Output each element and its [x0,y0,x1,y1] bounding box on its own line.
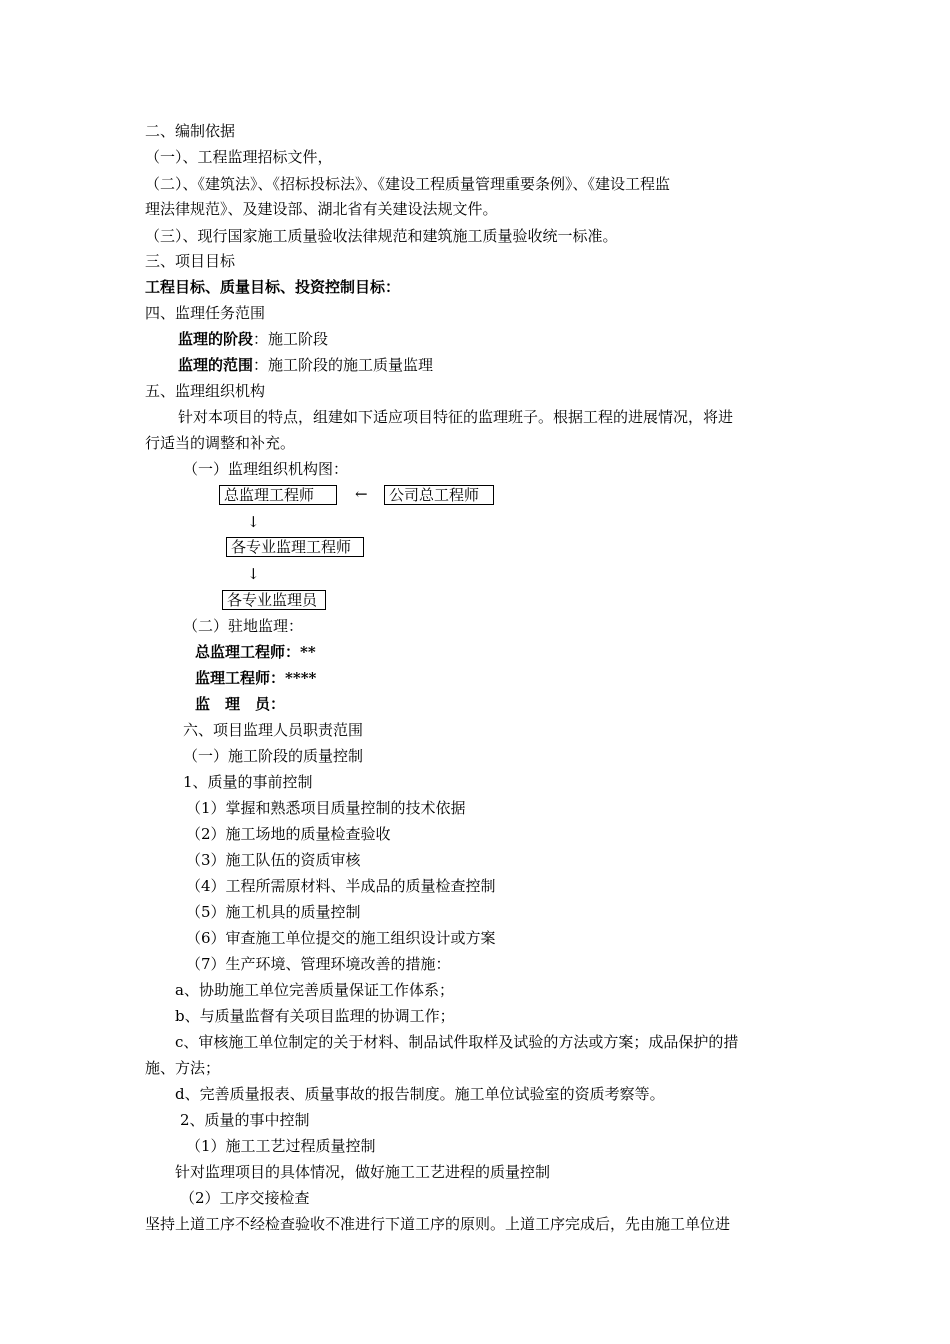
section-5-paragraph-line-1: 针对本项目的特点，组建如下适应项目特征的监理班子。根据工程的进展情况，将进 [178,408,734,426]
org-chart-specialist-engineers-box: 各专业监理工程师 [226,537,364,557]
pre-control-item-4: （4）工程所需原材料、半成品的质量检查控制 [186,877,496,895]
measure-d: d、完善质量报表、质量事故的报告制度。施工单位试验室的资质考察等。 [175,1085,665,1103]
section-4-heading: 四、监理任务范围 [145,304,266,322]
supervision-scope-value: ：施工阶段的施工质量监理 [253,356,434,374]
measure-a: a、协助施工单位完善质量保证工作体系； [175,981,454,999]
supervision-stage-line [178,329,328,349]
section-2-item-3: （三）、现行国家施工质量验收法律规范和建筑施工质量验收统一标准。 [145,227,618,245]
section-2-item-2-line-2: 理法律规范》、及建设部、湖北省有关建设法规文件。 [145,200,498,218]
arrow-down-icon: ↓ [247,565,260,583]
in-process-control-heading: 2、质量的事中控制 [180,1111,310,1129]
project-goals-label: 工程目标、质量目标、投资控制目标： [145,278,401,296]
org-chart-chief-engineer-box: 总监理工程师 [219,485,337,505]
in-process-item-2: （2）工序交接检查 [180,1189,310,1207]
section-6-heading: 六、项目监理人员职责范围 [183,721,364,739]
quality-control-heading: （一）施工阶段的质量控制 [183,747,364,765]
section-2-item-2-line-1: （二）、《建筑法》、《招标投标法》、《建设工程质量管理重要条例》、《建设工程监 [145,175,671,193]
in-process-item-1-paragraph: 针对监理项目的具体情况，做好施工工艺进程的质量控制 [175,1163,551,1181]
arrow-down-icon: ↓ [247,513,260,531]
section-5-heading: 五、监理组织机构 [145,382,266,400]
measure-c-line-2: 施、方法； [145,1059,221,1077]
in-process-item-1: （1）施工工艺过程质量控制 [186,1137,376,1155]
pre-control-item-5: （5）施工机具的质量控制 [186,903,361,921]
org-chart-specialist-staff-box: 各专业监理员 [222,590,326,610]
supervision-staff-line: 监 理 员： [195,695,286,713]
pre-control-item-6: （6）审查施工单位提交的施工组织设计或方案 [186,929,496,947]
pre-control-item-7: （7）生产环境、管理环境改善的措施： [186,955,451,973]
measure-b: b、与质量监督有关项目监理的协调工作； [175,1007,455,1025]
pre-control-heading: 1、质量的事前控制 [183,773,313,791]
org-chart-heading: （一）监理组织机构图： [183,460,349,478]
arrow-left-icon: ← [355,485,368,503]
pre-control-item-1: （1）掌握和熟悉项目质量控制的技术依据 [186,799,466,817]
in-process-item-2-paragraph: 坚持上道工序不经检查验收不准进行下道工序的原则。上道工序完成后，先由施工单位进 [145,1215,731,1233]
supervision-scope-label: 监理的范围 [178,356,254,374]
section-2-item-1: （一）、工程监理招标文件， [145,148,333,166]
supervision-stage-label: 监理的阶段 [178,330,254,348]
pre-control-item-2: （2）施工场地的质量检查验收 [186,825,391,843]
supervision-scope-line [178,355,433,375]
resident-supervision-heading: （二）驻地监理： [183,617,304,635]
measure-c-line-1: c、审核施工单位制定的关于材料、制品试件取样及试验的方法或方案；成品保护的措 [175,1033,739,1051]
pre-control-item-3: （3）施工队伍的资质审核 [186,851,361,869]
section-5-paragraph-line-2: 行适当的调整和补充。 [145,434,296,452]
org-chart-company-engineer-box: 公司总工程师 [384,485,494,505]
chief-engineer-line: 总监理工程师：** [195,643,316,661]
supervision-engineer-line: 监理工程师：**** [195,669,317,687]
supervision-stage-value: ：施工阶段 [253,330,329,348]
section-3-heading: 三、项目目标 [145,252,236,270]
section-2-heading: 二、编制依据 [145,122,236,140]
